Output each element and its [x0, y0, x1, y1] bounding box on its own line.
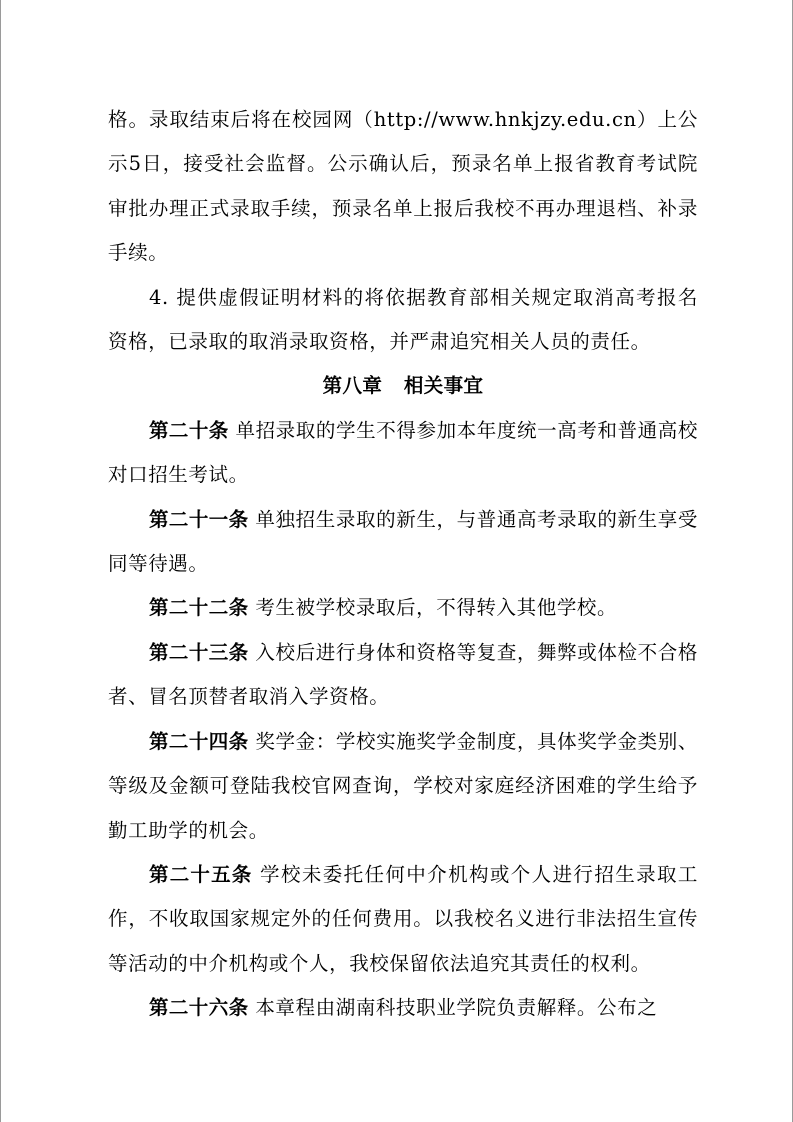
article-text: 单招录取的学生不得参加本年度统一高考和普通高校对口招生考试。 — [108, 418, 698, 487]
article-23 — [108, 631, 698, 720]
article-text: 单独招生录取的新生，与普通高考录取的新生享受同等待遇。 — [108, 507, 698, 576]
article-24 — [108, 720, 698, 853]
document-body — [108, 98, 698, 1031]
article-25 — [108, 853, 698, 986]
article-text: 考生被学校录取后，不得转入其他学校。 — [248, 596, 618, 620]
article-21 — [108, 498, 698, 587]
article-text: 奖学金：学校实施奖学金制度，具体奖学金类别、等级及金额可登陆我校官网查询，学校对家庭经济困难的学生给予勤工助学的机会。 — [108, 729, 698, 842]
article-26 — [108, 986, 698, 1030]
article-label: 第二十条 — [149, 418, 229, 442]
paragraph-admission-publicity: 格。录取结束后将在校园网（http://www.hnkjzy.edu.cn）上公示5日，接受社会监督。公示确认后，预录名单上报省教育考试院审批办理正式录取手续，预录名单上报后我校不再办理退档、补录手续。 — [108, 108, 698, 265]
paragraph-false-materials: 4. 提供虚假证明材料的将依据教育部相关规定取消高考报名资格，已录取的取消录取资格，并严肃追究相关人员的责任。 — [108, 285, 698, 354]
article-label: 第二十三条 — [149, 640, 249, 664]
article-22 — [108, 586, 698, 630]
article-text: 学校未委托任何中介机构或个人进行招生录取工作，不收取国家规定外的任何费用。以我校名义进行非法招生宣传等活动的中介机构或个人，我校保留依法追究其责任的权利。 — [108, 862, 698, 975]
article-text: 本章程由湖南科技职业学院负责解释。公布之 — [248, 996, 658, 1020]
article-label: 第二十二条 — [149, 596, 249, 620]
article-label: 第二十一条 — [149, 507, 249, 531]
chapter-title: 第八章 相关事宜 — [322, 374, 484, 398]
article-label: 第二十六条 — [149, 996, 249, 1020]
article-label: 第二十四条 — [149, 729, 249, 753]
article-label: 第二十五条 — [149, 862, 253, 886]
article-text: 入校后进行身体和资格等复查，舞弊或体检不合格者、冒名顶替者取消入学资格。 — [108, 640, 698, 709]
article-20 — [108, 409, 698, 498]
